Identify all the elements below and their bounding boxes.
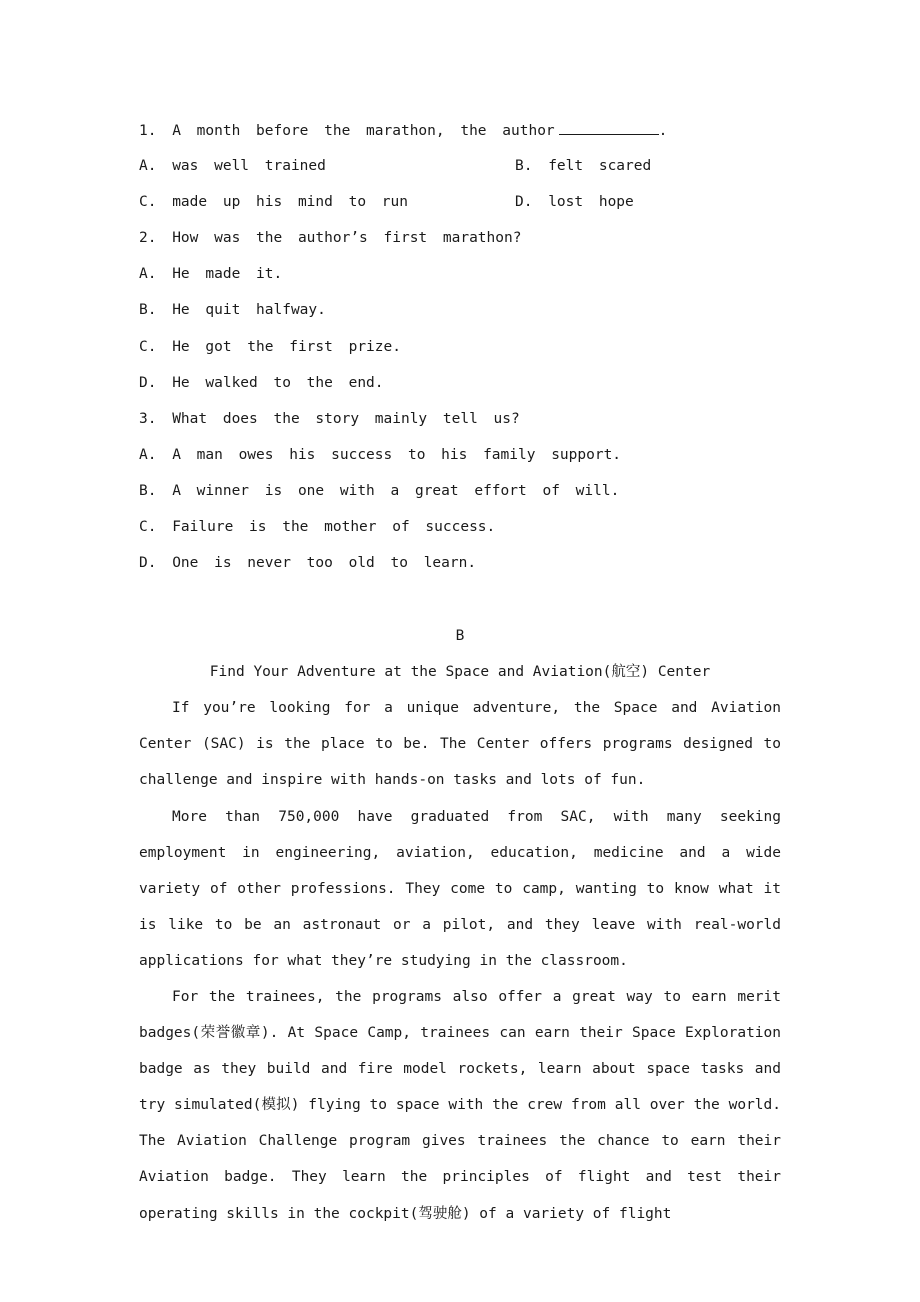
question-1-option-c: C. made up his mind to run: [139, 194, 408, 210]
question-2-stem: 2. How was the author’s first marathon?: [139, 230, 522, 246]
question-1: [139, 120, 667, 141]
question-3-option-d: D. One is never too old to learn.: [139, 555, 477, 571]
passage-paragraph-2: More than 750,000 have graduated from SAC, with many seeking employment in engineering, aviation, education, medicine and a wide variety of other professions. They come to camp, wanting to know what it is like to be an astronaut or a pilot, and they leave with real-world applications for what they’re studying in the classroom.: [139, 809, 781, 970]
question-1-option-b: B. felt scared: [515, 158, 652, 174]
question-1-stem: 1. A month before the marathon, the author: [139, 123, 555, 139]
question-1-option-d: D. lost hope: [515, 194, 634, 210]
passage-paragraph-3: For the trainees, the programs also offer a great way to earn merit badges(荣誉徽章). At Space Camp, trainees can earn their Space Exploration badge as they build and fire model rockets, learn about space tasks and try simulated(模拟) flying to space with the crew from all over the world. The Aviation Challenge program gives trainees the chance to earn their Aviation badge. They learn the principles of flight and test their operating skills in the cockpit(驾驶舱) of a variety of flight: [139, 989, 781, 1222]
question-2-option-d: D. He walked to the end.: [139, 375, 384, 391]
answer-blank: [559, 120, 659, 135]
question-3-option-b: B. A winner is one with a great effort of will.: [139, 483, 620, 499]
passage-title: Find Your Adventure at the Space and Aviation(航空) Center: [209, 664, 711, 680]
question-2-option-a: A. He made it.: [139, 266, 283, 282]
question-3-option-c: C. Failure is the mother of success.: [139, 519, 496, 535]
question-3-option-a: A. A man owes his success to his family support.: [139, 447, 622, 463]
question-2-option-b: B. He quit halfway.: [139, 302, 326, 318]
question-1-option-a: A. was well trained: [139, 158, 326, 174]
passage-paragraph-1: If you’re looking for a unique adventure, the Space and Aviation Center (SAC) is the place to be. The Center offers programs designed to challenge and inspire with hands-on tasks and lots of fun.: [139, 700, 781, 789]
section-label: B: [455, 628, 465, 644]
question-2-option-c: C. He got the first prize.: [139, 339, 401, 355]
question-1-stem-suffix: .: [658, 123, 668, 139]
question-3-stem: 3. What does the story mainly tell us?: [139, 411, 520, 427]
